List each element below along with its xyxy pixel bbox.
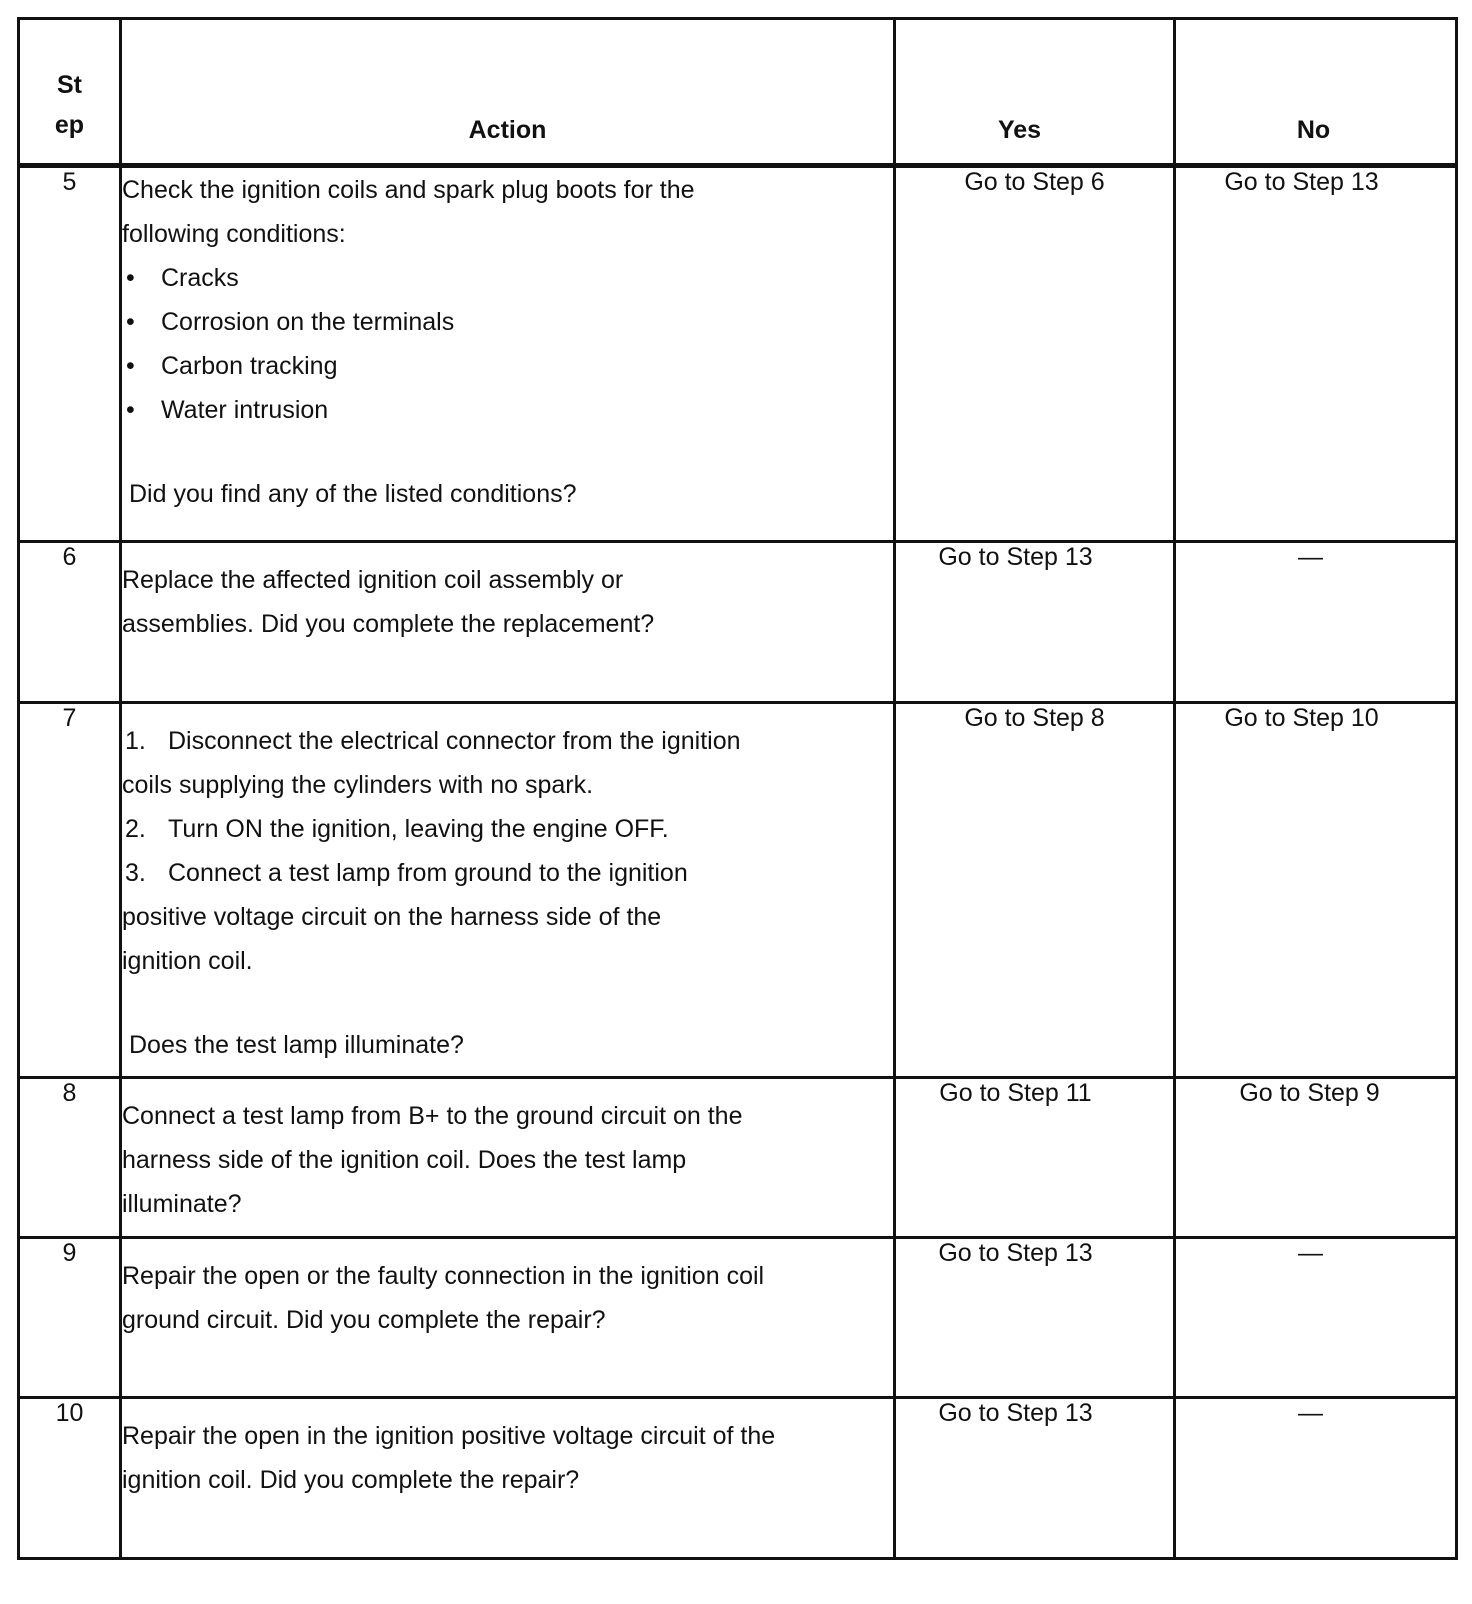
header-action: Action	[121, 19, 895, 166]
bullet-item: • Water intrusion	[122, 388, 893, 432]
table-row	[19, 1398, 1457, 1559]
action-question: Did you find any of the listed conditions?	[129, 480, 577, 508]
bullet-icon: •	[126, 264, 135, 292]
table-row	[19, 703, 1457, 1078]
action-text: Repair the open in the ignition positive voltage circuit of the ignition coil. Did you complete the repair?	[122, 1422, 776, 1494]
yes-cell: Go to Step 8	[895, 703, 1175, 1078]
no-cell: Go to Step 13	[1175, 166, 1457, 542]
action-text: Replace the affected ignition coil assembly or assemblies. Did you complete the replacement?	[122, 566, 655, 638]
item-number: 1.	[125, 727, 146, 755]
bullet-icon: •	[126, 352, 135, 380]
action-text: Connect a test lamp from B+ to the ground circuit on the harness side of the ignition coil. Does the test lamp illuminate?	[122, 1102, 743, 1218]
action-cell	[121, 542, 895, 703]
yes-cell: Go to Step 13	[895, 542, 1175, 703]
header-step: St ep	[19, 19, 121, 166]
no-cell: —	[1175, 542, 1457, 703]
item-number: 3.	[125, 859, 146, 887]
yes-cell: Go to Step 11	[895, 1078, 1175, 1238]
bullet-item: • Corrosion on the terminals	[122, 300, 893, 344]
bullet-icon: •	[126, 396, 135, 424]
no-cell: Go to Step 10	[1175, 703, 1457, 1078]
bullet-item: • Cracks	[122, 256, 893, 300]
step-number: 6	[19, 542, 121, 703]
action-cell	[121, 1078, 895, 1238]
numbered-item: 2. Turn ON the ignition, leaving the engine OFF.	[122, 807, 893, 851]
header-yes: Yes	[895, 19, 1175, 166]
action-cell	[121, 1238, 895, 1398]
step-number: 9	[19, 1238, 121, 1398]
action-text: Repair the open or the faulty connection in the ignition coil ground circuit. Did you complete the repair?	[122, 1262, 765, 1334]
action-cell	[121, 166, 895, 542]
header-no: No	[1175, 19, 1457, 166]
table-row	[19, 542, 1457, 703]
table-row	[19, 1238, 1457, 1398]
step-number: 5	[19, 166, 121, 542]
yes-cell: Go to Step 13	[895, 1398, 1175, 1559]
step-number: 8	[19, 1078, 121, 1238]
numbered-item: 3. Connect a test lamp from ground to the ignition positive voltage circuit on the harness side of the ignition coil.	[122, 851, 742, 983]
action-cell	[121, 1398, 895, 1559]
table-row	[19, 1078, 1457, 1238]
numbered-item: 1. Disconnect the electrical connector from the ignition coils supplying the cylinders with no spark.	[122, 719, 762, 807]
no-cell: —	[1175, 1398, 1457, 1559]
table-header-row	[19, 19, 1457, 166]
item-number: 2.	[125, 815, 146, 843]
action-question: Does the test lamp illuminate?	[129, 1031, 464, 1059]
diagnostic-table	[17, 17, 1458, 1560]
step-number: 7	[19, 703, 121, 1078]
no-cell: —	[1175, 1238, 1457, 1398]
table-row	[19, 166, 1457, 542]
yes-cell: Go to Step 13	[895, 1238, 1175, 1398]
no-cell: Go to Step 9	[1175, 1078, 1457, 1238]
step-number: 10	[19, 1398, 121, 1559]
action-intro: Check the ignition coils and spark plug boots for the following conditions:	[122, 176, 695, 248]
bullet-item: • Carbon tracking	[122, 344, 893, 388]
action-cell	[121, 703, 895, 1078]
yes-cell: Go to Step 6	[895, 166, 1175, 542]
bullet-icon: •	[126, 308, 135, 336]
